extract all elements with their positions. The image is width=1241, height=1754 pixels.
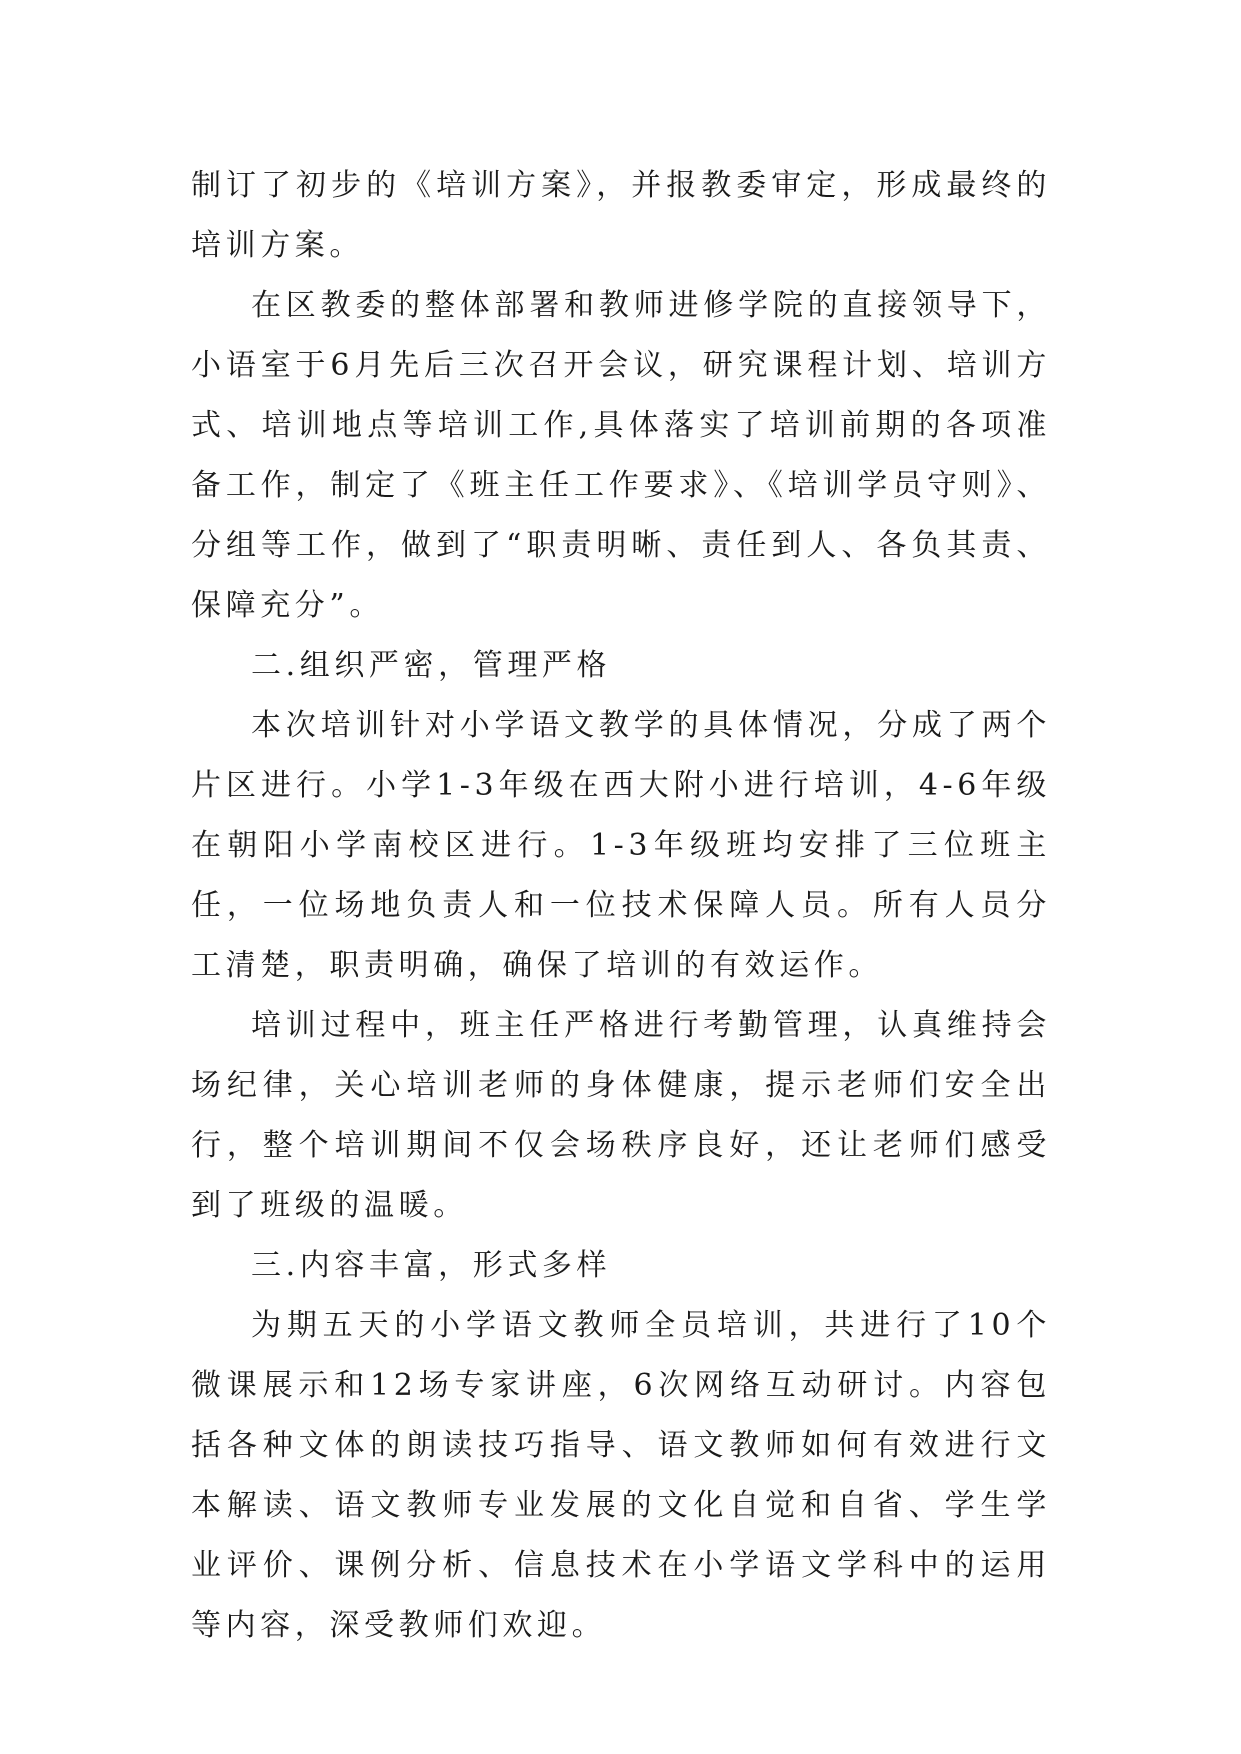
- paragraph-management: 培训过程中，班主任严格进行考勤管理，认真维持会场纪律，关心培训老师的身体健康，提示老师们安全出行，整个培训期间不仅会场秩序良好，还让老师们感受到了班级的温暖。: [191, 1008, 1051, 1223]
- paragraph-preparation: 在区教委的整体部署和教师进修学院的直接领导下，小语室于6月先后三次召开会议，研究课程计划、培训方式、培训地点等培训工作,具体落实了培训前期的各项准备工作，制定了《班主任工作要求》、《培训学员守则》、分组等工作，做到了“职责明晰、责任到人、各负其责、保障充分”。: [191, 288, 1051, 623]
- section-heading-content: 三.内容丰富，形式多样: [251, 1248, 612, 1283]
- paragraph-districts: 本次培训针对小学语文教学的具体情况，分成了两个片区进行。小学1-3年级在西大附小进行培训，4-6年级在朝阳小学南校区进行。1-3年级班均安排了三位班主任，一位场地负责人和一位技术保障人员。所有人员分工清楚，职责明确，确保了培训的有效运作。: [191, 708, 1051, 983]
- section-heading-organization: 二.组织严密，管理严格: [251, 648, 612, 683]
- paragraph-content: 为期五天的小学语文教师全员培训，共进行了10个微课展示和12场专家讲座，6次网络互动研讨。内容包括各种文体的朗读技巧指导、语文教师如何有效进行文本解读、语文教师专业发展的文化自觉和自省、学生学业评价、课例分析、信息技术在小学语文学科中的运用等内容，深受教师们欢迎。: [191, 1308, 1051, 1643]
- paragraph-continuation: 制订了初步的《培训方案》，并报教委审定，形成最终的培训方案。: [191, 168, 1051, 263]
- document-page: [191, 156, 1051, 1656]
